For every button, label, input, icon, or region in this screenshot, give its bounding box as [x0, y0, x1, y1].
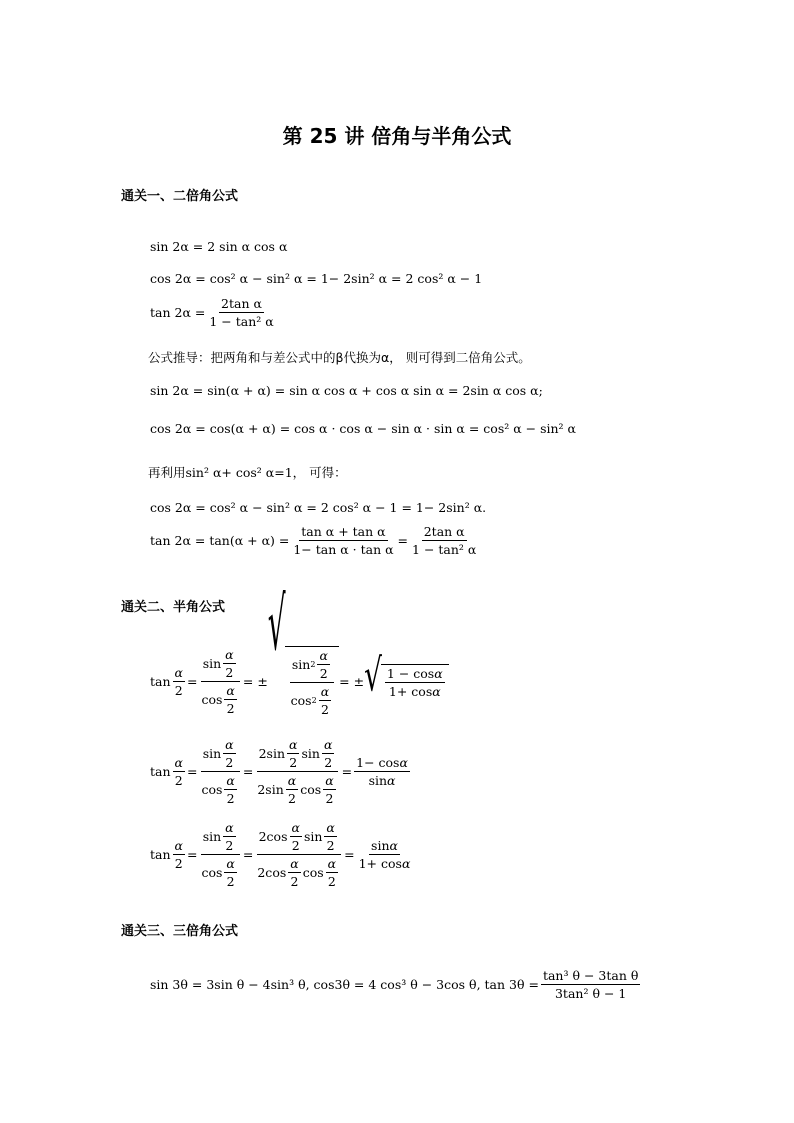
numerator: 2tan α [423, 524, 465, 539]
identity-prefix: 再利用 [148, 465, 186, 480]
numerator: tan α + tan α [301, 524, 386, 539]
formula-tan-derivation-lhs: tan 2α = tan(α + α) = [150, 533, 290, 548]
formula-half-angle-3: tan $\frac{\alpha}{2}$ = sin $\frac{\alpha}{2}$ cos $\frac{\alpha}{2}$ = 2cos $\frac{\alpha}{2}$ sin $\frac{\alpha}{2}$ 2cos $\frac{\alpha}{2}$ cos $\frac{\alpha}{2}$ = $\frac{\sin\alpha}{1+ \cos\alpha}$ [150, 820, 411, 889]
identity-text [148, 463, 347, 481]
denominator: 3tan² θ − 1 [554, 986, 627, 1001]
section-heading-half-angle: 通关二、半角公式 [121, 600, 226, 615]
formula-cos-double: cos 2α = cos² α − sin² α = 1− 2sin² α = 2 cos² α − 1 [150, 271, 483, 286]
derivation-text: 公式推导：把两角和与差公式中的β代换为α， 则可得到二倍角公式。 [148, 350, 531, 365]
denominator: 1− tan α · tan α [293, 542, 394, 557]
formula-sin-derivation: sin 2α = sin(α + α) = sin α cos α + cos α sin α = 2sin α cos α; [150, 383, 543, 398]
fraction [410, 524, 478, 557]
formula-cos-variants: cos 2α = cos² α − sin² α = 2 cos² α − 1 = 1− 2sin² α. [150, 500, 487, 515]
denominator: 1 − tan² α [412, 542, 477, 557]
section-heading-triple-angle: 通关三、三倍角公式 [121, 924, 239, 939]
fraction [291, 524, 395, 557]
identity-formula: sin² α+ cos² α=1 [185, 465, 293, 480]
fraction [541, 968, 640, 1001]
section-heading-double-angle: 通关一、二倍角公式 [121, 189, 239, 204]
formula-half-angle-1: tan $\frac{\alpha}{2}$ = sin $\frac{\alpha}{2}$ cos $\frac{\alpha}{2}$ = ± √ sin 2 $\frac{\alpha}{2}$ cos 2 $\frac{\alpha}{2}$ = ± √ $\frac{1 - \cos\alpha}{1+ \cos\alpha}$ [150, 646, 449, 717]
formula-sin-double: sin 2α = 2 sin α cos α [150, 239, 288, 254]
fraction [207, 296, 275, 329]
identity-suffix: ， 可得： [292, 465, 347, 480]
page-title: 第 25 讲 倍角与半角公式 [282, 124, 512, 148]
numerator: 2tan α [221, 296, 262, 311]
denominator: 1 − tan² α [209, 314, 274, 329]
equals-sign: = [397, 533, 409, 548]
formula-tan-double-lhs: tan 2α = [150, 305, 206, 320]
formula-half-angle-2: tan $\frac{\alpha}{2}$ = sin $\frac{\alpha}{2}$ cos $\frac{\alpha}{2}$ = 2sin $\frac{\alpha}{2}$ sin $\frac{\alpha}{2}$ 2sin $\frac{\alpha}{2}$ cos $\frac{\alpha}{2}$ = $\frac{1- \cos\alpha}{\sin\alpha}$ [150, 737, 408, 806]
formula-tan-double [150, 296, 278, 329]
formula-cos-derivation: cos 2α = cos(α + α) = cos α · cos α − sin α · sin α = cos² α − sin² α [150, 421, 576, 436]
formula-triple-angle [150, 968, 642, 1001]
formula-triple-angle-lhs: sin 3θ = 3sin θ − 4sin³ θ, cos3θ = 4 cos³ θ − 3cos θ, tan 3θ = [150, 977, 539, 992]
formula-tan-derivation [150, 524, 480, 557]
numerator: tan³ θ − 3tan θ [542, 968, 639, 983]
